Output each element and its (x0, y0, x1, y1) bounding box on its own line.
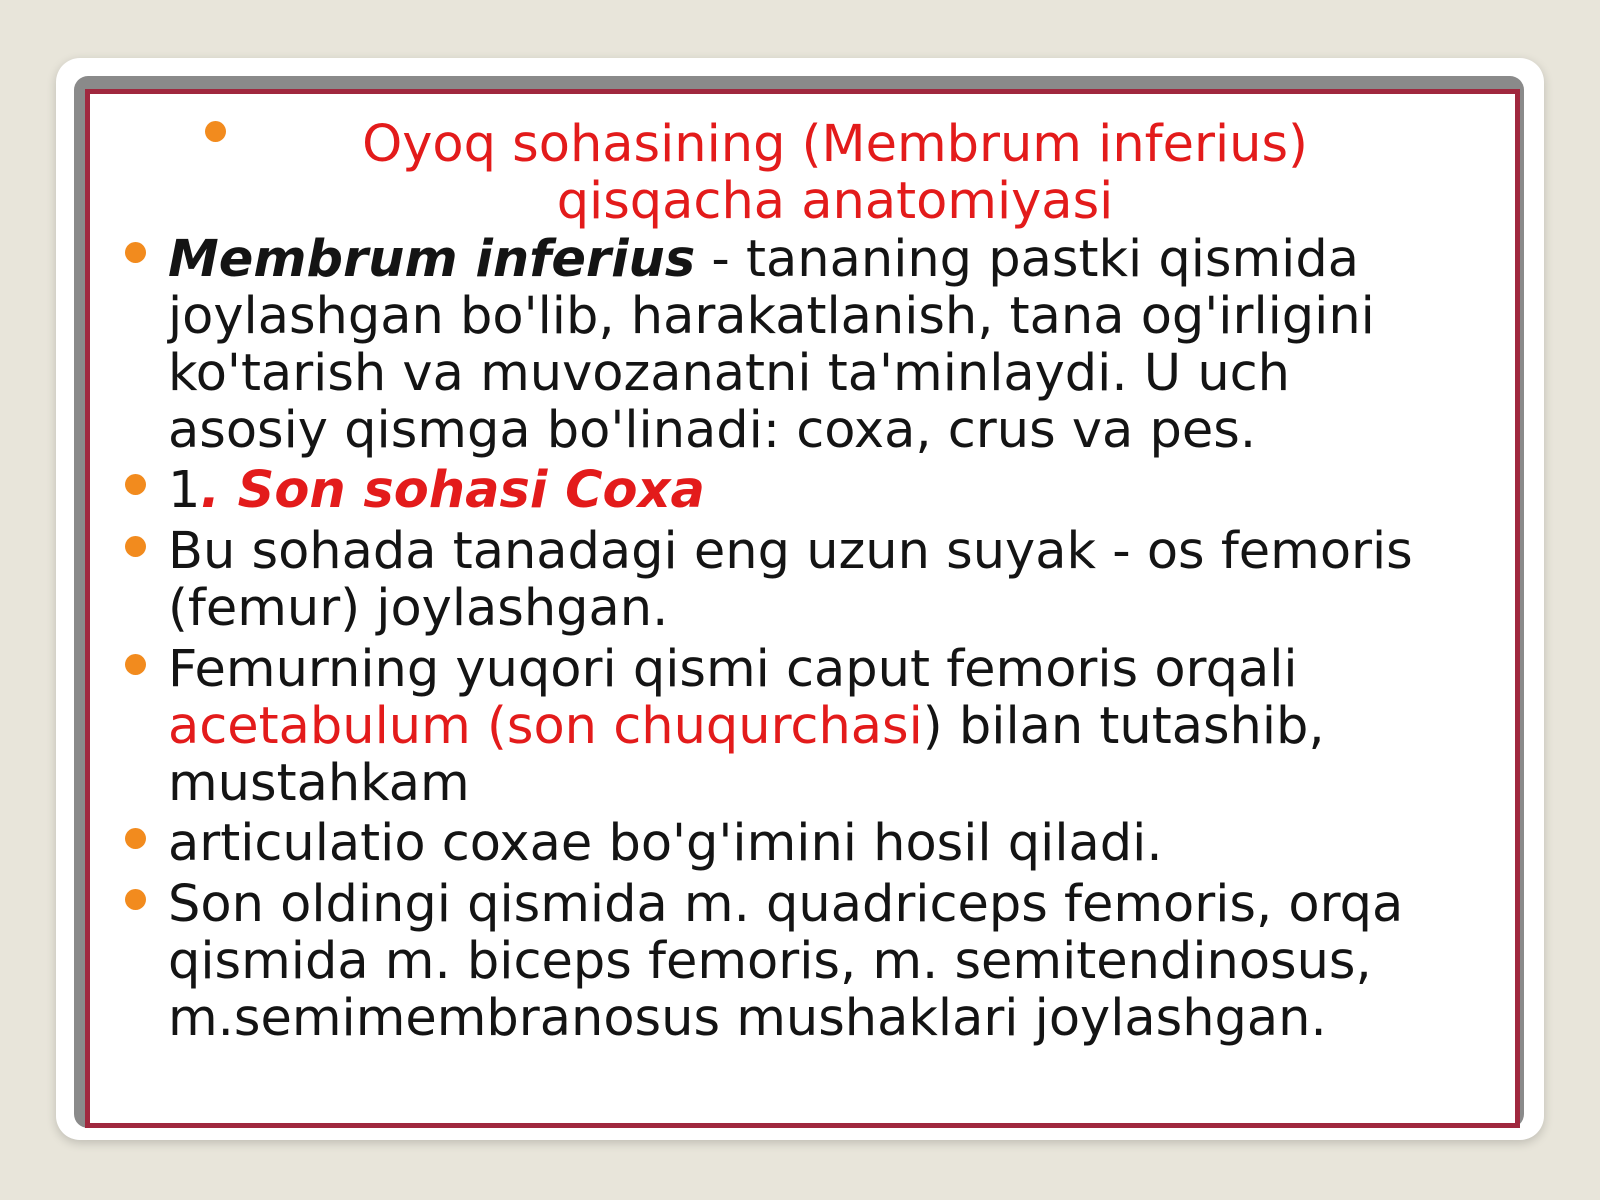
term-membrum-inferius: Membrum inferius (168, 230, 696, 289)
bullet-membrum-inferius (168, 231, 1458, 459)
bullet-icon (125, 828, 146, 849)
highlight-acetabulum: acetabulum (son chuqurchasi (168, 697, 923, 756)
bullet-caput-femoris (168, 641, 1458, 812)
bullet-icon (125, 474, 146, 495)
bullet-icon (125, 654, 146, 675)
bullet-icon (125, 242, 146, 263)
bullet-os-femoris: Bu sohada tanadagi eng uzun suyak - os femoris (femur) joylashgan. (168, 522, 1413, 638)
bullet-icon (125, 536, 146, 557)
bullet-icon (125, 889, 146, 910)
bullet-text: ) bilan tutashib, mustahkam (168, 697, 1325, 813)
bullet-text: Femurning yuqori qismi caput femoris orqali (168, 640, 1298, 699)
section-number: 1 (168, 461, 201, 520)
section-heading-son-sohasi (168, 462, 1458, 519)
section-heading-text: . Son sohasi Coxa (200, 461, 705, 520)
title-bullet-icon (205, 121, 226, 142)
bullet-muscles: Son oldingi qismida m. quadriceps femoris, orqa qismida m. biceps femoris, m. semitendinosus, m.semimembranosus mushaklari joylashgan. (168, 875, 1404, 1048)
bullet-text: - tananing pastki qismida joylashgan bo'lib, harakatlanish, tana og'irligini ko'tarish va muvozanatni ta'minlaydi. U uch asosiy qismga bo'linadi: coxa, crus va pes. (168, 230, 1375, 460)
bullet-articulatio-coxae: articulatio coxae bo'g'imini hosil qiladi. (168, 814, 1163, 873)
slide-title: Oyoq sohasining (Membrum inferius) qisqacha anatomiyasi (362, 115, 1308, 231)
